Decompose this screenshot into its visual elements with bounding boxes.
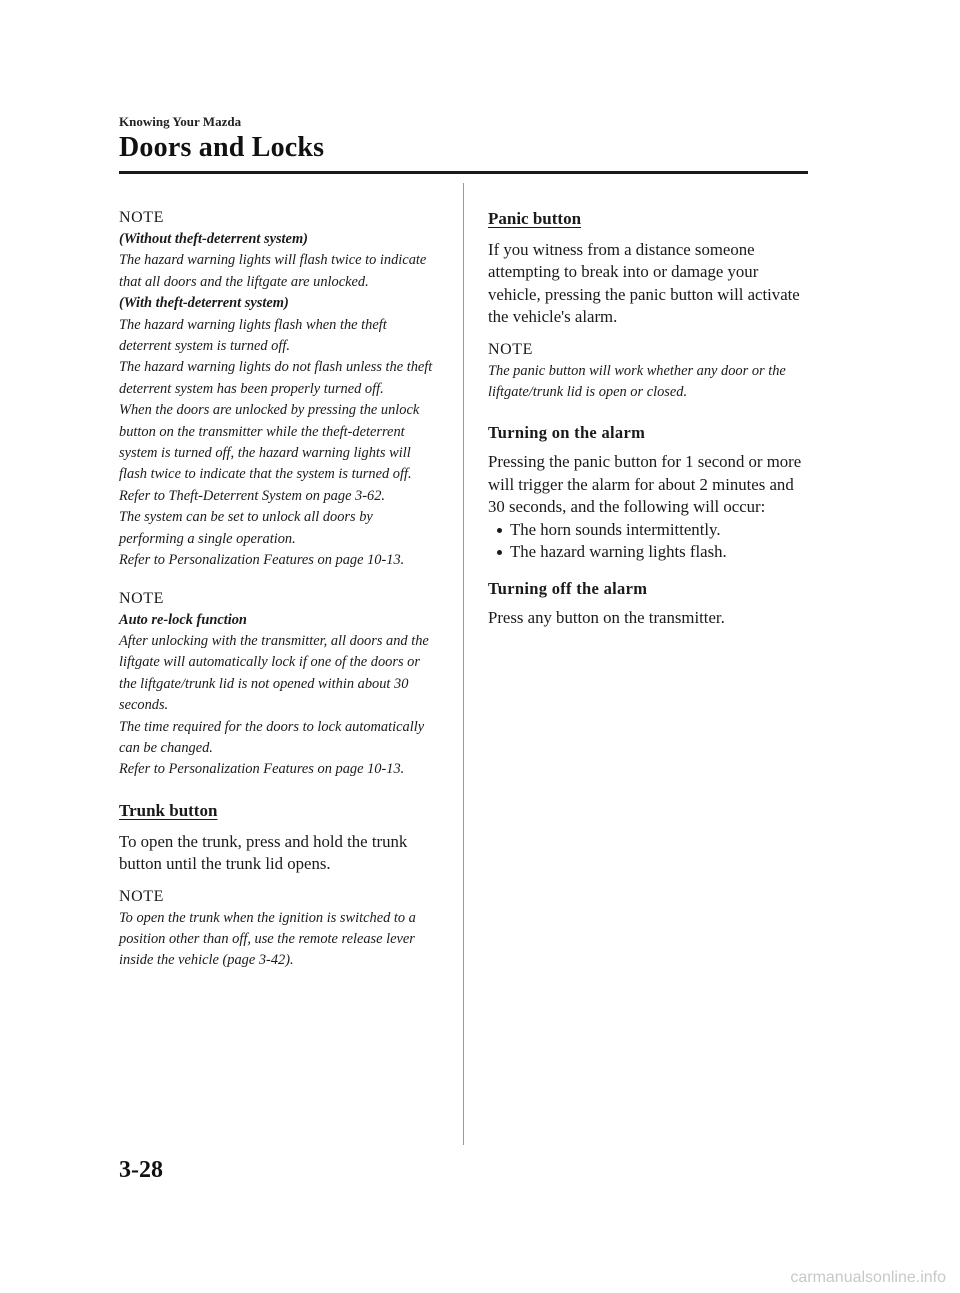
- trunk-section: [119, 799, 441, 972]
- list-item: [488, 519, 808, 541]
- body-paragraph: Pressing the panic button for 1 second or more will trigger the alarm for about 2 minutes and 30 seconds, and the following will occur:: [488, 452, 802, 517]
- left-column: [119, 207, 441, 972]
- body-paragraph: Press any button on the transmitter.: [488, 608, 725, 628]
- note-text: [119, 610, 441, 781]
- note-line: The hazard warning lights do not flash unless the theft deterrent system has been properly turned off.: [119, 359, 433, 397]
- list-item: [488, 541, 808, 563]
- note-line: The system can be set to unlock all doors by performing a single operation.: [119, 509, 373, 547]
- note-line: The hazard warning lights flash when the theft deterrent system is turned off.: [119, 316, 387, 355]
- section-heading-panic-button: Panic button: [488, 209, 582, 228]
- note-block-hazard-lights: [119, 207, 441, 572]
- alarm-on-section: [488, 421, 808, 563]
- note-line: When the doors are unlocked by pressing the unlock button on the transmitter while the theft-deterrent system is turned off, the hazard warning lights will flash twice to indicate that the system is turned off.: [119, 402, 420, 483]
- page-title: Doors and Locks: [119, 132, 325, 163]
- right-column: [488, 207, 808, 630]
- note-block-auto-relock: [119, 588, 441, 781]
- note-line: Auto re-lock function: [119, 611, 247, 628]
- note-line: (With theft-deterrent system): [119, 295, 289, 312]
- sub-heading-turning-on-alarm: Turning on the alarm: [488, 423, 646, 443]
- note-text: The panic button will work whether any door or the liftgate/trunk lid is open or closed.: [488, 362, 786, 401]
- section-name: Knowing Your Mazda: [119, 114, 242, 129]
- column-divider: [463, 183, 464, 1145]
- note-line: After unlocking with the transmitter, all doors and the liftgate will automatically lock if one of the doors or the liftgate/trunk lid is not opened within about 30 seconds.: [119, 632, 429, 714]
- list-item-text: The hazard warning lights flash.: [510, 542, 727, 562]
- page-number: 3-28: [119, 1157, 163, 1183]
- body-paragraph: If you witness from a distance someone attempting to break into or damage your vehicle, pressing the panic button will activate the vehicle's alarm.: [488, 240, 800, 327]
- note-line: The time required for the doors to lock automatically can be changed.: [119, 718, 425, 756]
- bullet-icon: [497, 550, 502, 555]
- note-text: To open the trunk when the ignition is switched to a position other than off, use the remote release lever inside the vehicle (page 3-42).: [119, 909, 416, 969]
- body-paragraph: To open the trunk, press and hold the trunk button until the trunk lid opens.: [119, 831, 408, 874]
- note-label: NOTE: [119, 209, 165, 226]
- alarm-off-section: [488, 577, 808, 629]
- header-divider: [119, 171, 808, 174]
- note-label: NOTE: [119, 589, 165, 607]
- note-label: NOTE: [488, 340, 534, 358]
- note-line: (Without theft-deterrent system): [119, 231, 308, 247]
- note-line: Refer to Theft-Deterrent System on page 3-62.: [119, 487, 386, 504]
- bullet-icon: [497, 528, 502, 533]
- note-line: Refer to Personalization Features on page 10-13.: [119, 761, 405, 778]
- note-line: The hazard warning lights will flash twice to indicate that all doors and the liftgate are unlocked.: [119, 252, 427, 290]
- note-text: [119, 229, 441, 572]
- panic-section: [488, 207, 808, 403]
- note-line: Refer to Personalization Features on page 10-13.: [119, 552, 405, 569]
- watermark: carmanualsonline.info: [790, 1269, 946, 1286]
- note-label: NOTE: [119, 887, 165, 905]
- list-item-text: The horn sounds intermittently.: [510, 519, 721, 539]
- bullet-list: [488, 519, 808, 564]
- sub-heading-turning-off-alarm: Turning off the alarm: [488, 579, 648, 599]
- section-heading-trunk-button: Trunk button: [119, 800, 218, 820]
